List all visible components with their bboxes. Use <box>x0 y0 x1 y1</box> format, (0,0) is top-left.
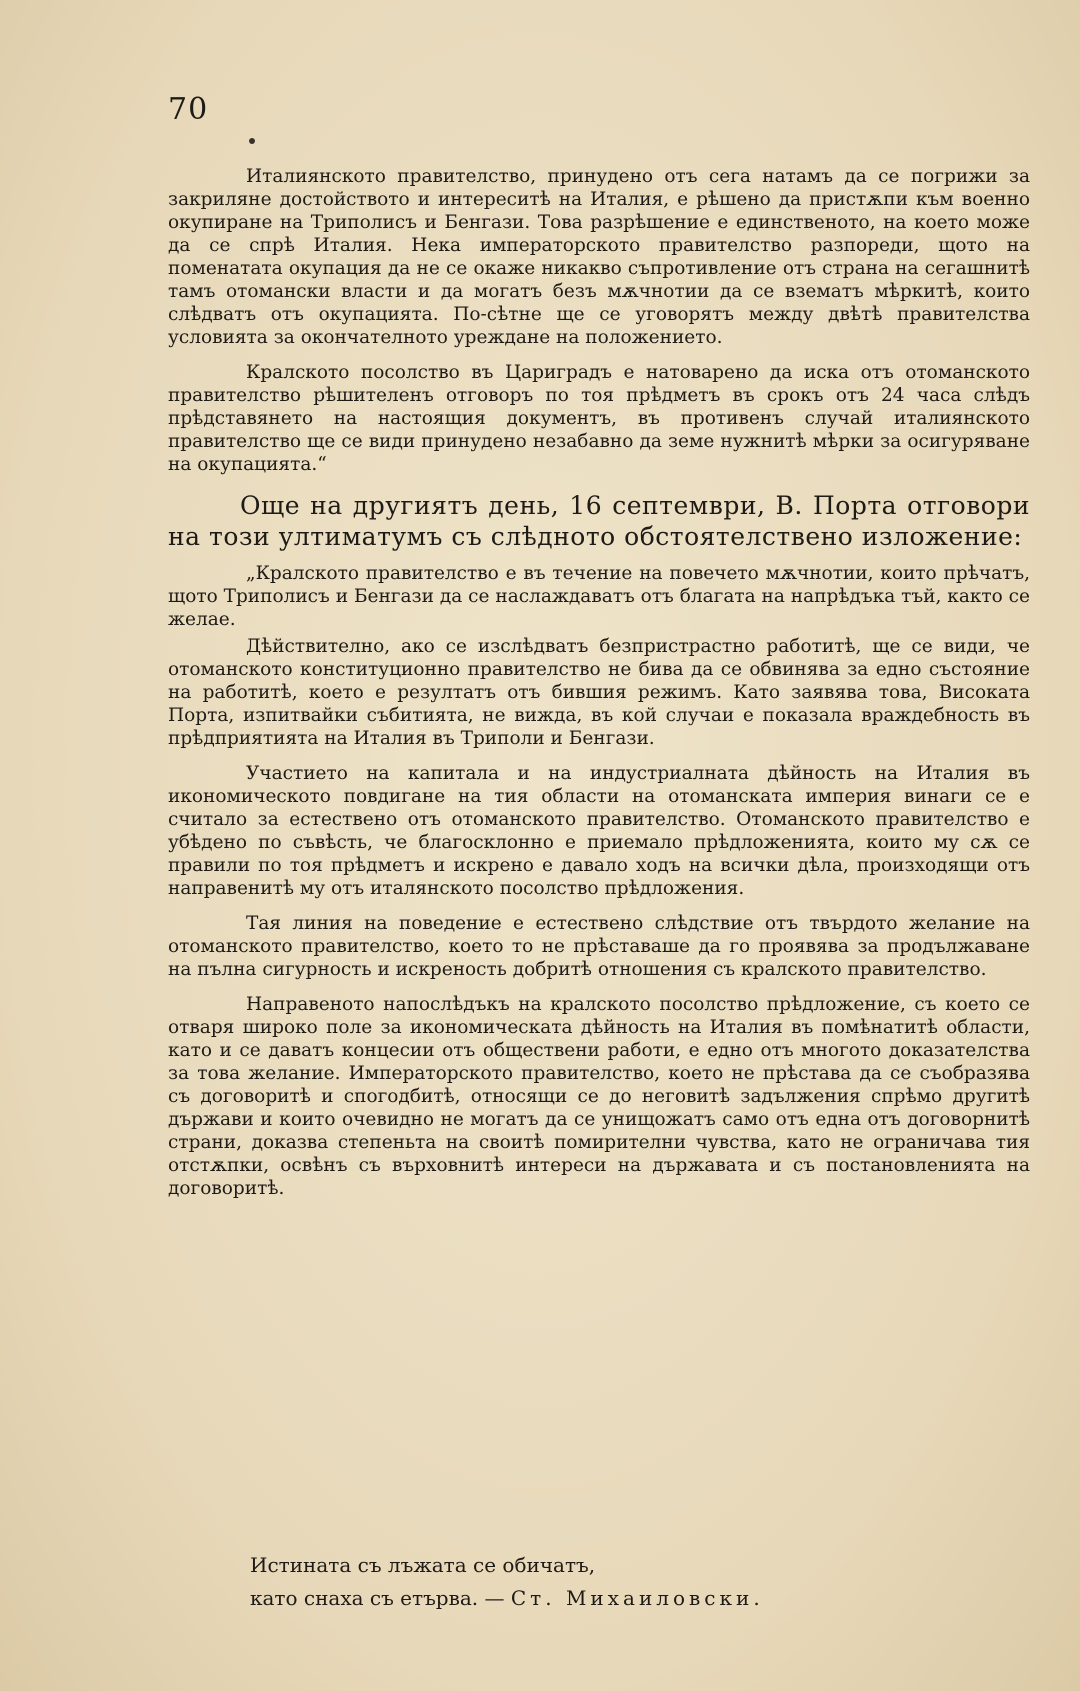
paragraph-reply-1: „Кралското правителство е въ течение на повечето мѫчнотии, които прѣчатъ, щото Триполисъ и Бенгази да се наслаждаватъ отъ благата на напрѣдъка тъй, както се желае. <box>168 563 1030 630</box>
paragraph-reply-4: Тая линия на поведение е естествено слѣдствие отъ твърдото желание на отоманското правителство, което то не прѣставаше да го проявява за продължаване на пълна сигурность и искреность добритѣ отношения съ кралското правителство. <box>168 913 1030 980</box>
epigraph-author: Ст. Михаиловски. <box>510 1586 764 1610</box>
paragraph-reply-5: Направеното напослѣдъкъ на кралското посолство прѣдложение, съ което се отваря широко поле за икономическата дѣйность на Италия въ помѣнатитѣ области, като и се даватъ концесии отъ обществени работи, е едно отъ многото доказателства за това желание. Императорското правителство, което не прѣстава да се съобразява съ договоритѣ и спогодбитѣ, относящи се до неговитѣ задължения спрѣмо другитѣ държави и които очевидно не могатъ да се унищожатъ само отъ една отъ договорнитѣ страни, доказва степеньта на своитѣ помирителни чувства, като не ограничава тия отстѫпки, освѣнъ съ върховнитѣ интереси на държавата и съ постановленията на договоритѣ. <box>168 994 1030 1199</box>
epigraph-line-2 <box>250 1582 970 1615</box>
paragraph-ultimatum-1: Италиянското правителство, принудено отъ сега натамъ да се погрижи за закриляне достойството и интереситѣ на Италия, е рѣшено да пристѫпи към военно окупиране на Триполисъ и Бенгази. Това разрѣшение е единственото, на което може да се спрѣ Италия. Нека императорското правителство разпореди, щото на поменатата окупация да не се окаже никакво съпротивление отъ страна на сегашнитѣ тамъ отомански власти и да могатъ безъ мѫчнотии да се взематъ мѣркитѣ, които слѣдватъ отъ окупацията. По-сѣтне ще се уговорятъ между двѣтѣ правителства условията за окончателното уреждане на положението. <box>168 166 1030 348</box>
body-text <box>168 165 1030 1200</box>
paragraph-ultimatum-2: Кралското посолство въ Цариградъ е натоварено да иска отъ отоманското правителство рѣшителенъ отговоръ по тоя прѣдметъ въ срокъ отъ 24 часа слѣдъ прѣдставянето на настоящия документъ, въ противенъ случай италиянското правителство ще се види принудено незабавно да земе нужнитѣ мѣрки за осигуряване на окупацията.“ <box>168 362 1030 475</box>
epigraph <box>250 1549 970 1615</box>
paragraph-reply-3: Участието на капитала и на индустриалната дѣйность на Италия въ икономическото повдигане на тия области на отоманската империя винаги се е считало за естествено отъ отоманското правителство. Отоманското правителство е убѣдено по съвѣсть, че благосклонно е приемало прѣдложенията, които му сѫ се правили по тоя прѣдметъ и искрено е давало ходъ на всички дѣла, произходящи отъ направенитѣ му отъ италянското посолство прѣдложения. <box>168 763 1030 899</box>
ink-dot <box>249 138 255 144</box>
page-number: 70 <box>168 92 209 127</box>
paragraph-porte-reply-intro: Още на другиятъ день, 16 септември, В. Порта отговори на този ултиматумъ съ слѣдното обстоятелствено изложение: <box>168 491 1030 551</box>
paragraph-reply-2: Дѣйствително, ако се изслѣдватъ безпристрастно работитѣ, ще се види, че отоманското конституционно правителство не бива да се обвинява за едно състояние на работитѣ, което е резултатъ отъ бившия режимъ. Като заявява това, Високата Порта, изпитвайки събитията, не вижда, въ кой случаи е показала враждебность въ прѣдприятията на Италия въ Триполи и Бенгази. <box>168 636 1030 749</box>
epigraph-line-2-text: като снаха съ етърва. — <box>250 1586 511 1610</box>
epigraph-line-1: Истината съ лъжата се обичатъ, <box>250 1553 596 1577</box>
